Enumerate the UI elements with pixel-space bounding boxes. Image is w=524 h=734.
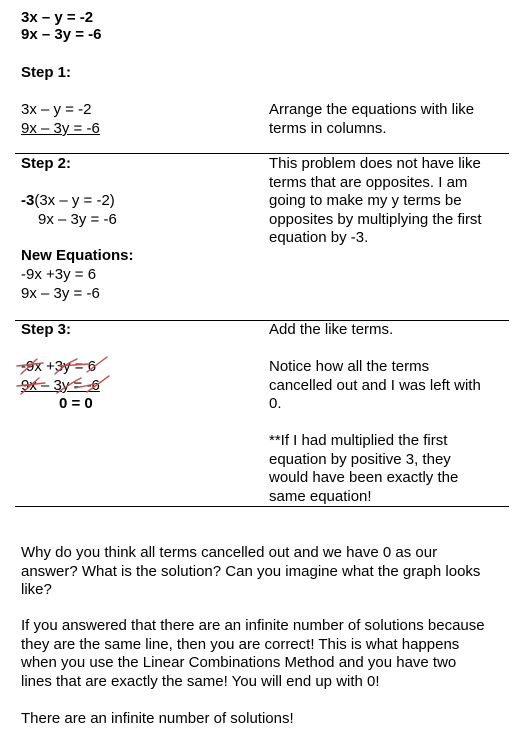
step2-new-equation-1: -9x +3y = 6 (21, 266, 97, 283)
step3-note-cancel-line-2: cancelled out and I was left with (269, 377, 481, 394)
step3-label: Step 3: (21, 321, 72, 338)
step1-label: Step 1: (21, 64, 72, 81)
cross-out-marks (15, 356, 135, 406)
step1-equation-1: 3x – y = -2 (21, 101, 92, 118)
cross-out-mark-8 (57, 378, 81, 393)
step3-note-extra-line-2: equation by positive 3, they (269, 451, 451, 468)
explanation-line-2: they are the same line, then you are correct! This is what happens (21, 636, 460, 653)
step2-note-line-5: equation by -3. (269, 229, 369, 246)
cross-out-mark-6 (21, 378, 39, 394)
step2-new-equation-2: 9x – 3y = -6 (21, 285, 100, 302)
step2-note-line-3: going to make my y terms be (269, 192, 462, 209)
step3-result: 0 = 0 (59, 395, 93, 412)
step1-equation-2: 9x – 3y = -6 (21, 120, 100, 137)
step2-multiplier: -3 (21, 192, 35, 209)
step3-equation-1: -9x +3y = 6 (21, 358, 97, 375)
step3-note-cancel-line-3: 0. (269, 395, 282, 412)
divider-step1-step2 (15, 153, 509, 154)
step2-note-line-1: This problem does not have like (269, 155, 481, 172)
step2-label: Step 2: (21, 155, 72, 172)
divider-step3-end (15, 506, 509, 507)
cross-out-mark-9 (75, 384, 95, 388)
step2-new-equations-label: New Equations: (21, 247, 134, 264)
step3-note-extra-line-3: would have been exactly the (269, 469, 459, 486)
header-equation-1: 3x – y = -2 (21, 9, 94, 26)
question-line-3: like? (21, 581, 52, 598)
final-statement: There are an infinite number of solutions! (21, 710, 294, 727)
cross-out-mark-4 (59, 364, 89, 366)
step3-note-extra-line-1: **If I had multiplied the first (269, 432, 448, 449)
step1-note-line-1: Arrange the equations with like (269, 101, 475, 118)
step2-note-line-4: opposites by multiplying the first (269, 211, 482, 228)
step3-equation-2: 9x – 3y = -6 (21, 377, 100, 394)
step3-note-extra-line-4: same equation! (269, 488, 372, 505)
cross-out-mark-3 (55, 359, 77, 374)
step3-note-cancel-line-1: Notice how all the terms (269, 358, 430, 375)
cross-out-mark-5 (87, 357, 107, 372)
cross-out-mark-1 (21, 359, 37, 374)
divider-step2-step3 (15, 320, 509, 321)
cross-out-mark-10 (87, 376, 109, 392)
step2-multiplied-equation (21, 192, 115, 210)
step2-note-line-2: terms that are opposites. I am (269, 174, 468, 191)
step2-equation-2: 9x – 3y = -6 (38, 211, 117, 228)
explanation-line-1: If you answered that there are an infinite number of solutions because (21, 617, 485, 634)
step2-multiplied-expression: (3x – y = -2) (34, 192, 115, 209)
explanation-line-4: lines that are exactly the same! You will end up with 0! (21, 673, 380, 690)
question-line-2: answer? What is the solution? Can you imagine what the graph looks (21, 563, 481, 580)
step3-note-add: Add the like terms. (269, 321, 394, 338)
question-line-1: Why do you think all terms cancelled out and we have 0 as our (21, 544, 438, 561)
header-equation-2: 9x – 3y = -6 (21, 26, 102, 43)
explanation-line-3: when you use the Linear Combinations Method and you have two (21, 654, 457, 671)
step1-note-line-2: terms in columns. (269, 120, 387, 137)
